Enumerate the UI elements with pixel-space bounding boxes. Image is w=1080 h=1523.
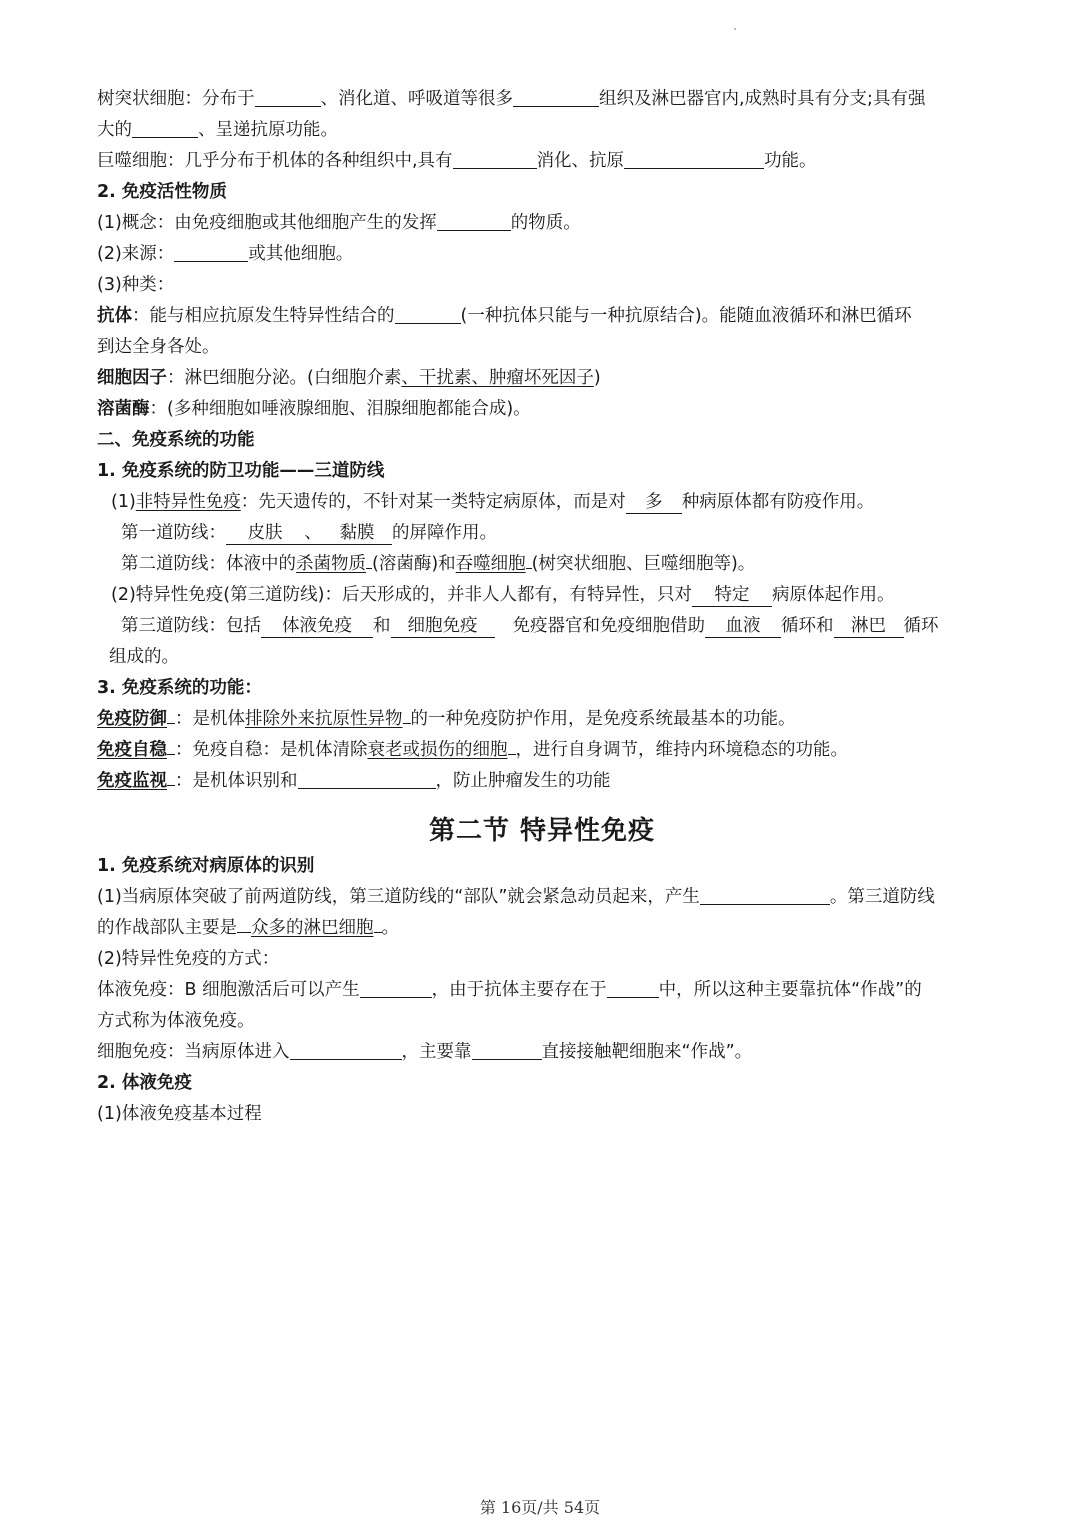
answer: 多 [626, 491, 682, 514]
selfstab-line [97, 735, 987, 766]
answer: 特定 [692, 584, 772, 607]
surveillance-label: 免疫监视 [97, 771, 167, 791]
blank[interactable] [700, 884, 830, 905]
first-text: 第一道防线： [121, 523, 226, 543]
selfstab-text: ：免疫自稳：是机体清除 [175, 740, 368, 760]
blank[interactable] [513, 86, 599, 107]
answer: 杀菌物质 [296, 554, 366, 574]
blank[interactable] [472, 1039, 542, 1060]
blank [374, 932, 382, 933]
antibody-label: 抗体 [97, 306, 132, 326]
answer: 吞噬细胞 [455, 554, 526, 574]
macrophage-text: 功能。 [764, 151, 817, 171]
surveillance-text: ，防止肿瘤发生的功能 [435, 771, 611, 791]
dendritic-text: 大的 [97, 120, 132, 140]
surveillance-line [97, 766, 987, 797]
kinds-line: (3)种类： [97, 275, 175, 295]
process-line: (1)体液免疫基本过程 [97, 1104, 262, 1124]
cellular-text: ，主要靠 [401, 1042, 472, 1062]
macrophage-line [97, 146, 987, 177]
concept-line [97, 208, 987, 239]
scan-mark [734, 28, 736, 30]
specific-line [97, 580, 987, 611]
defense-text: 的一种免疫防护作用，是免疫系统最基本的功能。 [410, 709, 796, 729]
concept-text: 的物质。 [510, 213, 581, 233]
answer: 皮肤 [226, 522, 304, 545]
subsection-heading: 2. 体液免疫 [97, 1073, 192, 1093]
first-line [97, 518, 987, 549]
recognition-text: 的作战部队主要是 [97, 918, 237, 938]
macrophage-text: 几乎分布于机体的各种组织中,具有 [184, 151, 453, 171]
chapter-title: 第二节 特异性免疫 [428, 816, 656, 846]
nonspecific-text: ：先天遗传的，不针对某一类特定病原体，而是对 [240, 492, 626, 512]
dendritic-label: 树突状细胞： [97, 89, 202, 109]
specific-text: 病原体起作用。 [771, 585, 895, 605]
second-line [97, 549, 987, 580]
macrophage-label: 巨噬细胞： [97, 151, 185, 171]
blank [508, 754, 516, 755]
antibody-text: ：能与相应抗原发生特异性结合的 [132, 306, 395, 326]
second-text: (树突状细胞、巨噬细胞等)。 [531, 554, 756, 574]
dendritic-line-1 [97, 84, 987, 115]
document-body [97, 84, 987, 1130]
recognition-line-1 [97, 882, 987, 913]
first-text: 的屏障作用。 [392, 523, 497, 543]
answer: 细胞免疫 [391, 615, 495, 638]
cytokine-text: ) [593, 368, 601, 388]
answer: 黏膜 [322, 522, 392, 545]
third-text: 循环 [903, 616, 939, 636]
answer: 排除外来抗原性异物 [245, 709, 403, 729]
selfstab-text: ，进行自身调节，维持内环境稳态的功能。 [515, 740, 848, 760]
item-number: (1) [111, 492, 136, 512]
nonspecific-text: 种病原体都有防疫作用。 [681, 492, 875, 512]
recognition-text: (1)当病原体突破了前两道防线，第三道防线的“部队”就会紧急动员起来，产生 [97, 887, 700, 907]
blank [167, 754, 175, 755]
blank[interactable] [395, 303, 461, 324]
cellular-line [97, 1037, 987, 1068]
third-text: 循环和 [781, 616, 834, 636]
defense-line [97, 704, 987, 735]
dendritic-text: 、呈递抗原功能。 [198, 120, 338, 140]
blank[interactable] [255, 86, 321, 107]
subsection-heading: 3. 免疫系统的功能： [97, 678, 262, 698]
blank [237, 932, 251, 933]
humoral-line [97, 975, 987, 1006]
cytokine-examples: 、干扰素、肿瘤坏死因子 [401, 368, 594, 388]
antibody-line [97, 301, 987, 332]
answer: 血液 [705, 615, 781, 638]
source-label: (2)来源： [97, 244, 175, 264]
cytokine-line [97, 363, 987, 394]
third-text: 和 [373, 616, 391, 636]
answer: 衰老或损伤的细胞 [367, 740, 508, 760]
lysozyme-line [97, 394, 987, 425]
recognition-line-2 [97, 913, 987, 944]
second-text: 第二道防线：体液中的 [121, 554, 296, 574]
cytokine-label: 细胞因子 [97, 368, 167, 388]
concept-label: (1)概念： [97, 213, 175, 233]
dendritic-text: 分布于 [202, 89, 255, 109]
defense-label: 免疫防御 [97, 709, 167, 729]
antibody-text: (一种抗体只能与一种抗原结合)。能随血液循环和淋巴循环 [460, 306, 912, 326]
dendritic-line-2 [97, 115, 987, 146]
blank[interactable] [624, 148, 764, 169]
section-heading: 2. 免疫活性物质 [97, 182, 227, 202]
blank[interactable] [437, 210, 511, 231]
lysozyme-text: ：(多种细胞如唾液腺细胞、泪腺细胞都能合成)。 [149, 399, 531, 419]
cellular-text: 直接接触靶细胞来“作战”。 [541, 1042, 753, 1062]
macrophage-text: 消化、抗原 [536, 151, 625, 171]
blank[interactable] [607, 977, 659, 998]
blank[interactable] [298, 768, 436, 789]
source-line [97, 239, 987, 270]
cellular-text: 细胞免疫：当病原体进入 [97, 1042, 290, 1062]
third-line [97, 611, 987, 642]
nonspecific-label: 非特异性免疫 [135, 492, 241, 512]
subsection-heading: 1. 免疫系统对病原体的识别 [97, 856, 315, 876]
dendritic-text: 组织及淋巴器官内,成熟时具有分支;具有强 [599, 89, 926, 109]
subsection-heading: 1. 免疫系统的防卫功能——三道防线 [97, 461, 385, 481]
recognition-text: 。 [381, 918, 399, 938]
blank[interactable] [132, 117, 198, 138]
blank [403, 723, 411, 724]
page-number: 第 16页/共 54页 [479, 1498, 601, 1517]
answer: 淋巴 [834, 615, 904, 638]
defense-text: ：是机体 [175, 709, 245, 729]
surveillance-text: ：是机体识别和 [175, 771, 298, 791]
lysozyme-label: 溶菌酶 [97, 399, 150, 419]
second-text: (溶菌酶)和 [372, 554, 456, 574]
part-heading: 二、免疫系统的功能 [97, 430, 255, 450]
blank[interactable] [290, 1039, 402, 1060]
blank [167, 785, 175, 786]
antibody-line-2: 到达全身各处。 [97, 337, 220, 357]
humoral-text: ，由于抗体主要存在于 [431, 980, 607, 1000]
specific-text: (2)特异性免疫(第三道防线)：后天形成的，并非人人都有，有特异性，只对 [111, 585, 692, 605]
nonspecific-line [97, 487, 987, 518]
humoral-text: 中，所以这种主要靠抗体“作战”的 [658, 980, 922, 1000]
third-text: 免疫器官和免疫细胞借助 [512, 616, 705, 636]
concept-text: 由免疫细胞或其他细胞产生的发挥 [174, 213, 437, 233]
blank[interactable] [453, 148, 537, 169]
recognition-text: 。第三道防线 [829, 887, 935, 907]
answer: 众多的淋巴细胞 [251, 918, 374, 938]
humoral-line-2: 方式称为体液免疫。 [97, 1011, 255, 1031]
source-text: 或其他细胞。 [248, 244, 354, 264]
blank: 、 [304, 523, 322, 543]
blank[interactable] [174, 241, 248, 262]
blank[interactable] [360, 977, 432, 998]
humoral-text: 体液免疫：B 细胞激活后可以产生 [97, 980, 360, 1000]
third-line-2: 组成的。 [109, 647, 179, 667]
blank [167, 723, 175, 724]
answer: 体液免疫 [261, 615, 373, 638]
dendritic-text: 、消化道、呼吸道等很多 [320, 89, 513, 109]
selfstab-label: 免疫自稳 [97, 740, 167, 760]
cytokine-text: ：淋巴细胞分泌。(白细胞介素 [167, 368, 402, 388]
mode-line: (2)特异性免疫的方式： [97, 949, 280, 969]
third-text: 第三道防线：包括 [121, 616, 261, 636]
